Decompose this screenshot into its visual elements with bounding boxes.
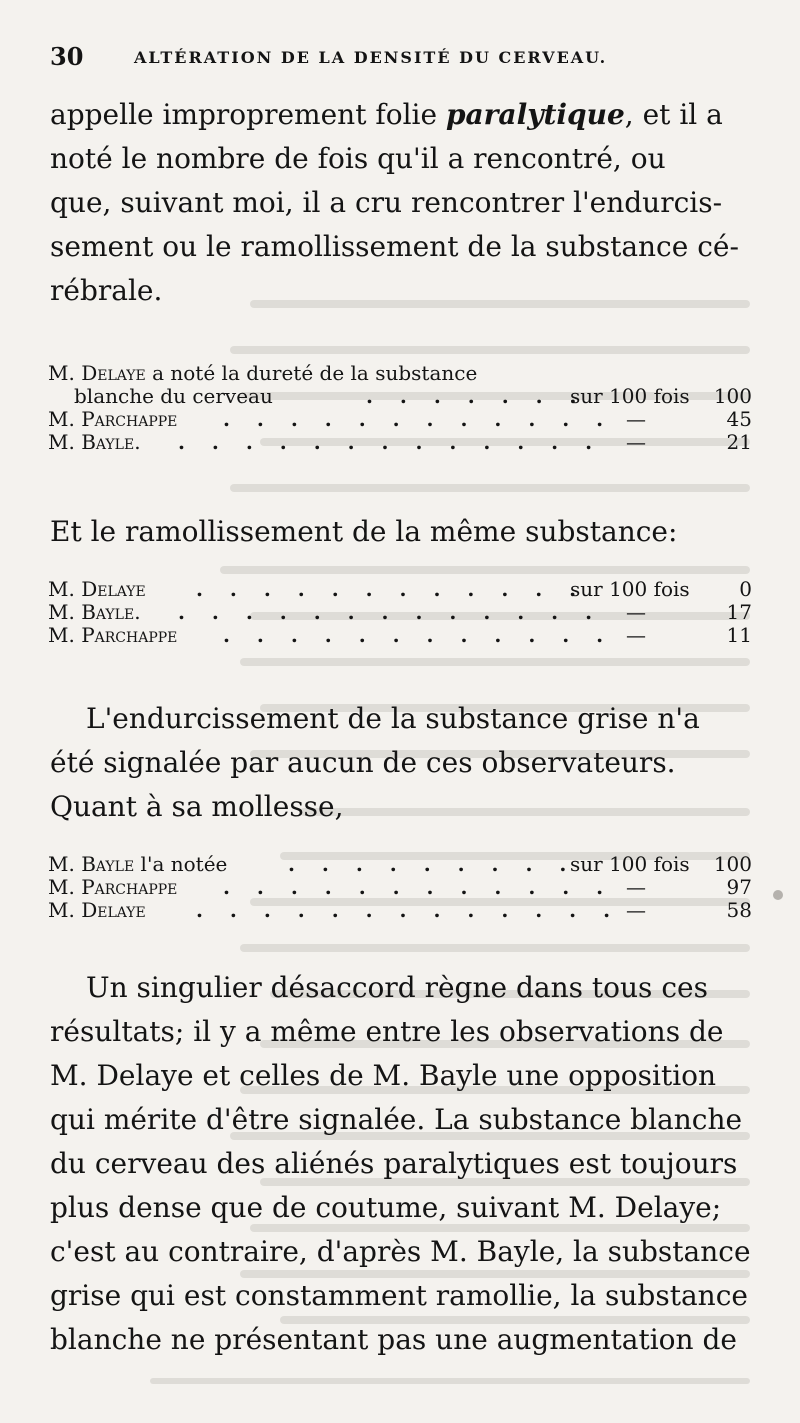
row-value: 0 <box>739 577 752 601</box>
page-number: 30 <box>50 42 84 71</box>
text-line: Un singulier désaccord règne dans tous ces <box>86 971 708 1004</box>
row-value: 97 <box>726 875 752 899</box>
paragraph-1 <box>50 93 750 313</box>
author-name: M. Delaye <box>48 577 146 601</box>
table-durete-blanche <box>48 362 752 454</box>
text-line: sement ou le ramollissement de la substance cé- <box>50 230 739 263</box>
row-value: 11 <box>726 623 752 647</box>
text-line: M. Delaye et celles de M. Bayle une opposition <box>50 1059 717 1092</box>
ditto-dash: — <box>626 875 646 899</box>
unit-text: sur 100 fois <box>570 577 690 601</box>
author-name: M. Delaye <box>48 898 146 922</box>
text-line: rébrale. <box>50 274 163 307</box>
table-row <box>48 853 752 876</box>
text-line: qui mérite d'être signalée. La substance blanche <box>50 1103 743 1136</box>
text-line: c'est au contraire, d'après M. Bayle, la substance <box>50 1235 751 1268</box>
leader-dots: . . . . . . . . . . . . . <box>178 600 603 624</box>
text-line <box>50 93 750 137</box>
table-mollesse-grise <box>48 853 752 922</box>
leader-dots: . . . . . . . . . . . . <box>223 407 614 431</box>
row-value: 17 <box>726 600 752 624</box>
author-name: M. Parchappe <box>48 623 178 647</box>
text-line: grise qui est constamment ramollie, la substance <box>50 1279 748 1312</box>
table-row <box>48 431 752 454</box>
row-label <box>48 853 227 876</box>
leader-dots: . . . . . . . . . . . . . <box>178 430 603 454</box>
row-value: 100 <box>713 852 752 876</box>
text-run: appelle improprement folie <box>50 98 446 131</box>
author-name: M. Parchappe <box>48 407 178 431</box>
leader-dots: . . . . . . . . . . . . <box>223 875 614 899</box>
row-label <box>48 362 477 385</box>
unit-text: sur 100 fois <box>570 384 690 408</box>
ditto-dash: — <box>626 898 646 922</box>
row-value: 100 <box>713 384 752 408</box>
author-name: M. Bayle <box>48 852 135 876</box>
text-line: blanche ne présentant pas une augmentation de <box>50 1323 737 1356</box>
paragraph-3 <box>50 697 750 829</box>
text-line: Et le ramollissement de la même substance: <box>50 515 678 548</box>
text-run: , et il a <box>624 98 723 131</box>
italic-term: paralytique <box>445 98 625 131</box>
text-line: que, suivant moi, il a cru rencontrer l'endurcis- <box>50 186 723 219</box>
ditto-dash: — <box>626 430 646 454</box>
author-name: M. Bayle. <box>48 430 141 454</box>
text-line: résultats; il y a même entre les observations de <box>50 1015 724 1048</box>
text-line: noté le nombre de fois qu'il a rencontré, ou <box>50 142 666 175</box>
leader-dots: . . . . . . . . . . . . <box>196 577 587 601</box>
table-row <box>48 578 752 601</box>
ditto-dash: — <box>626 407 646 431</box>
row-text: l'a notée <box>134 852 228 876</box>
row-label: blanche du cerveau <box>74 384 273 408</box>
row-value: 21 <box>726 430 752 454</box>
paragraph-4 <box>50 966 750 1362</box>
table-ramollissement-blanche <box>48 578 752 647</box>
text-line: plus dense que de coutume, suivant M. Delaye; <box>50 1191 722 1224</box>
text-line: L'endurcissement de la substance grise n'a <box>86 702 700 735</box>
leader-dots: . . . . . . . . . . . . . <box>196 898 621 922</box>
running-head: ALTÉRATION DE LA DENSITÉ DU CERVEAU. <box>134 48 608 67</box>
paragraph-2 <box>50 510 750 554</box>
ditto-dash: — <box>626 600 646 624</box>
text-line: du cerveau des aliénés paralytiques est toujours <box>50 1147 738 1180</box>
table-row <box>48 624 752 647</box>
leader-dots: . . . . . . . . . <box>288 852 577 876</box>
row-value: 45 <box>726 407 752 431</box>
text-line: été signalée par aucun de ces observateurs. <box>50 746 676 779</box>
table-row <box>48 876 752 899</box>
author-name: M. Delaye <box>48 361 146 385</box>
page-header <box>50 42 750 76</box>
ditto-dash: — <box>626 623 646 647</box>
table-row <box>48 362 752 385</box>
leader-dots: . . . . . . . . . . . . <box>223 623 614 647</box>
table-row <box>48 385 752 408</box>
row-text: a noté la dureté de la substance <box>145 361 478 385</box>
table-row <box>48 408 752 431</box>
text-line: Quant à sa mollesse, <box>50 790 344 823</box>
table-row <box>48 601 752 624</box>
author-name: M. Bayle. <box>48 600 141 624</box>
unit-text: sur 100 fois <box>570 852 690 876</box>
table-row <box>48 899 752 922</box>
leader-dots: . . . . . . . <box>366 384 587 408</box>
row-value: 58 <box>726 898 752 922</box>
author-name: M. Parchappe <box>48 875 178 899</box>
